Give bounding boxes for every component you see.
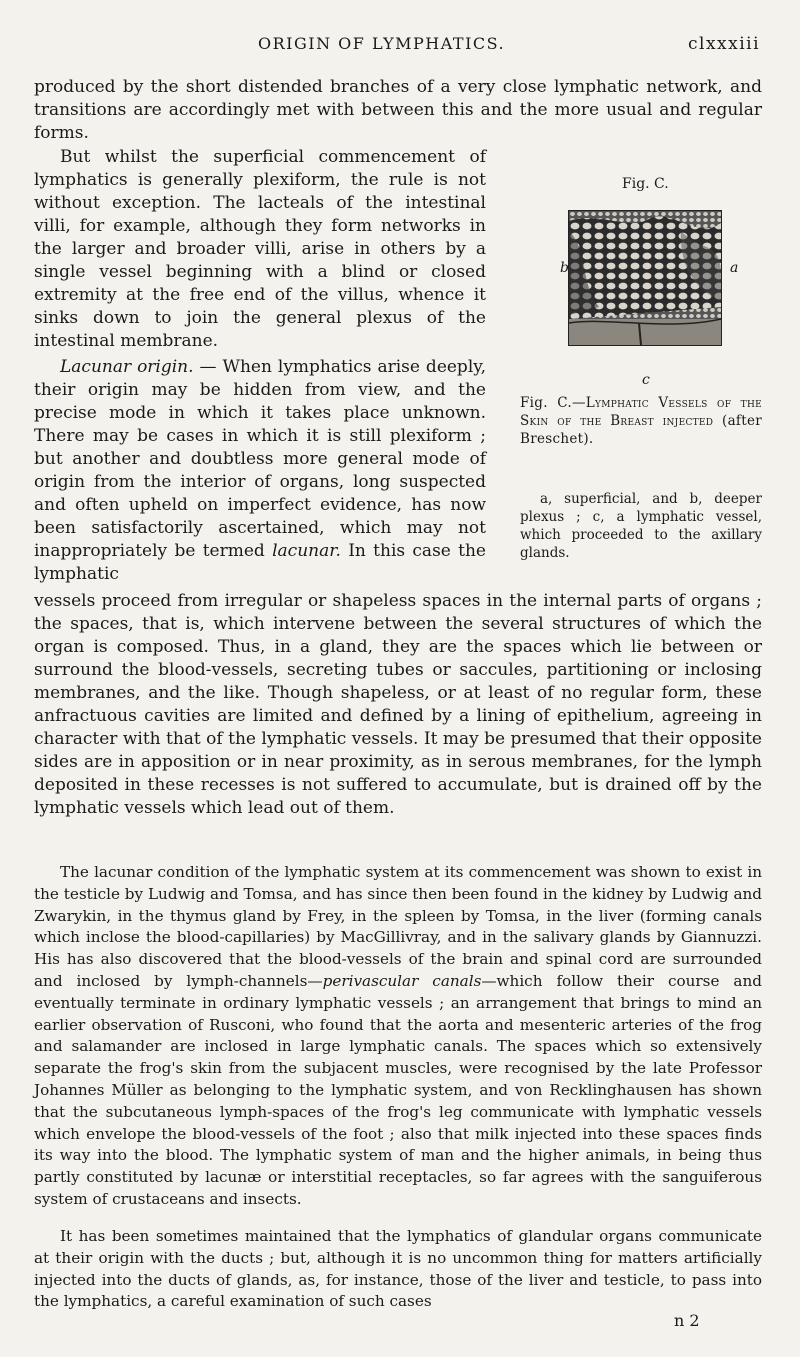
paragraph-3-continue: In this case the lymphatic (34, 541, 486, 584)
figure-legend: a, superficial, and b, deeper plexus ; c, a lymphatic vessel, which proceeded to the axillary glands. (520, 491, 762, 561)
paragraph-2: But whilst the superficial commencement of lymphatics is generally plexiform, the rule is not without exception. The lacteals of the intestinal villi, for example, although they form networks in the larger and broader villi, arise in others by a single vessel beginning with a blind or closed extremity at the free end of the villus, whence it sinks down to join the general plexus of the intestinal membrane. (34, 147, 486, 351)
signature-mark (674, 1311, 700, 1330)
paragraph-1: produced by the short distended branches of a very close lymphatic network, and transitions are accordingly met with between this and the more usual and regular forms. (34, 77, 762, 143)
caption-title: Lymphatic Vessels of the Skin of the Breast injected (520, 395, 762, 429)
figure-label: Fig. C. (622, 176, 669, 192)
figure-letter-c: c (642, 372, 650, 388)
lymphatic-vessels-illustration (568, 210, 722, 346)
paragraph-5: It has been sometimes maintained that the lymphatics of glandular organs communicate at their origin with the ducts ; but, although it is no uncommon thing for matters artificially injected into the ducts of glands, as, for instance, those of the liver and testicle, to pass into the lymphatics, a careful examination of such cases (34, 1227, 762, 1311)
term-lacunar: lacunar. (272, 541, 341, 561)
caption-credit: (after Breschet). (520, 413, 762, 447)
paragraph-3-top (34, 356, 486, 586)
paragraph-4 (34, 862, 762, 1211)
paragraph-3-wide: vessels proceed from irregular or shapeless spaces in the internal parts of organs ; the spaces, that is, which intervene between the several structures of which the organ is composed. Thus, in a gland, they are the spaces which lie between or surround the blood-vessels, secreting tubes or saccules, partitioning or inclosing membranes, and the like. Though shapeless, or at least of no regular form, these anfractuous cavities are limited and defined by a lining of epithelium, agreeing in character with that of the lymphatic vessels. It may be presumed that their opposite sides are in apposition or in near proximity, as in serous membranes, for the lymph deposited in these recesses is not suffered to accumulate, but is drained off by the lymphatic vessels which lead out of them. (34, 591, 762, 818)
running-title: ORIGIN OF LYMPHATICS. (258, 34, 506, 53)
section-heading-lacunar: Lacunar origin. (60, 357, 194, 377)
paragraph-4-a: The lacunar condition of the lymphatic system at its commencement was shown to exist in the testicle by Ludwig and Tomsa, and has since then been found in the kidney by Ludwig and Zwarykin, in the thymus gland by Frey, in the spleen by Tomsa, in the liver (forming canals which inclose the blood-capillaries) by MacGillivray, and in the salivary glands by Giannuzzi. His has also discovered that the blood-vessels of the brain and spinal cord are surrounded and inclosed by lymph-channels— (34, 863, 762, 990)
heading-dash: — (193, 357, 223, 377)
page-number: clxxxiii (688, 34, 761, 54)
caption-lead: Fig. C.— (520, 395, 586, 411)
paragraph-4-b: —which follow their course and eventually terminate in ordinary lymphatic vessels ; an arrangement that brings to mind an earlier observation of Rusconi, who found that the aorta and mesenteric arteries of the frog and salamander are inclosed in large lymphatic canals. The spaces which so extensively separate the frog's skin from the subjacent muscles, were recognised by the late Professor Johannes Müller as belonging to the lymphatic system, and von Recklinghausen has shown that the subcutaneous lymph-spaces of the frog's leg communicate with lymphatic vessels which envelope the blood-vessels of the foot ; also that milk injected into these spaces finds its way into the blood. The lymphatic system of man and the higher animals, in being thus partly constituted by lacunæ or interstitial receptacles, so far agrees with the sanguiferous system of crustaceans and insects. (34, 971, 762, 1208)
figure-caption (520, 394, 762, 448)
figure-letter-a: a (730, 260, 739, 276)
signature-letter: n (674, 1311, 685, 1330)
paragraph-3-narrow-text: When lymphatics arise deeply, their origin may be hidden from view, and the precise mode in which it takes place unknown. There may be cases in which it is still plexiform ; but another and doubtless more general mode of origin from the interior of organs, long suspected and often upheld on imperfect evidence, has now been satisfactorily ascertained, which may not inappropriately be termed (34, 357, 487, 561)
signature-number: 2 (689, 1311, 700, 1330)
figure-letter-b: b (560, 260, 569, 276)
term-perivascular: perivascular canals (322, 971, 482, 990)
